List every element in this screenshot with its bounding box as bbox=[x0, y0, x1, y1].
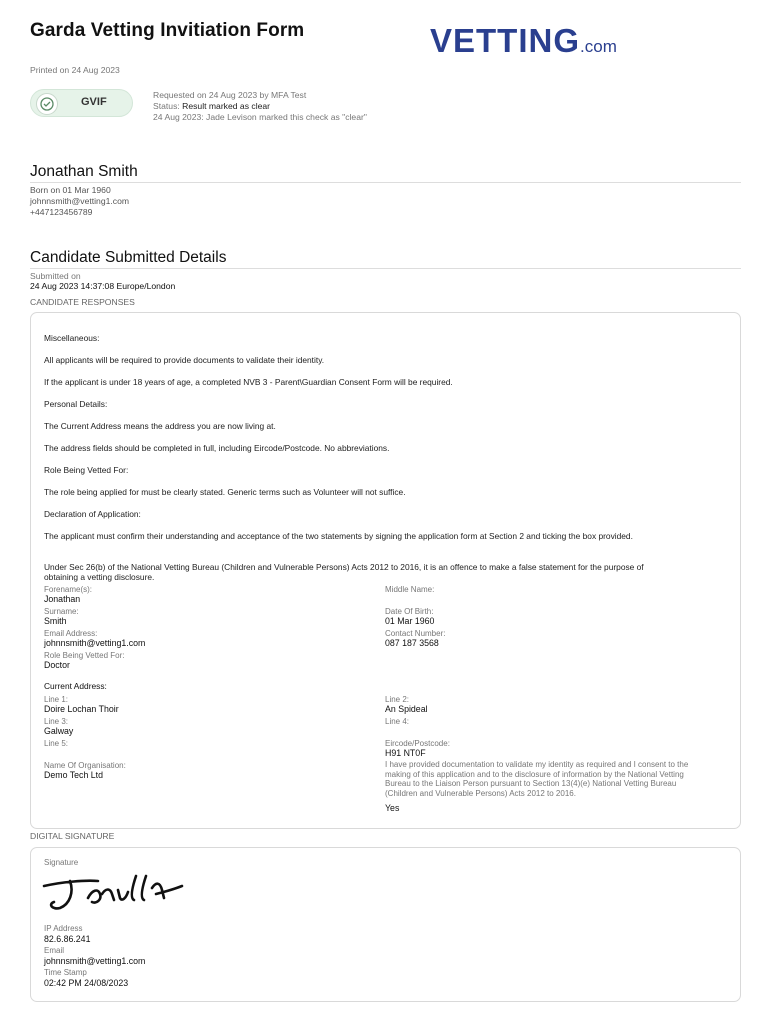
consent-value: Yes bbox=[385, 803, 400, 813]
signature-image bbox=[40, 868, 190, 916]
contact-value: 087 187 3568 bbox=[385, 638, 439, 648]
response-paragraph: The Current Address means the address you are now living at. bbox=[44, 421, 276, 431]
signature-section-label: DIGITAL SIGNATURE bbox=[30, 831, 115, 841]
timestamp-value: 02:42 PM 24/08/2023 bbox=[44, 978, 129, 988]
responses-label: CANDIDATE RESPONSES bbox=[30, 297, 135, 307]
status-history: 24 Aug 2023: Jade Levison marked this check as "clear" bbox=[153, 111, 367, 122]
divider bbox=[30, 268, 741, 269]
status-value: Result marked as clear bbox=[182, 100, 271, 111]
response-paragraph: Personal Details: bbox=[44, 399, 108, 409]
requested-on: Requested on 24 Aug 2023 by MFA Test bbox=[153, 90, 307, 100]
role-label: Role Being Vetted For: bbox=[44, 651, 125, 660]
status-label: Status: bbox=[153, 100, 183, 111]
response-paragraph: If the applicant is under 18 years of age, a completed NVB 3 - Parent\Guardian Consent Form will be required. bbox=[44, 377, 453, 387]
logo-main-text: VETTING bbox=[430, 22, 581, 59]
dob-label: Date Of Birth: bbox=[385, 607, 434, 616]
check-shield-icon bbox=[36, 93, 58, 115]
line3-value: Galway bbox=[44, 726, 74, 736]
email-label: Email Address: bbox=[44, 629, 98, 638]
organisation-value: Demo Tech Ltd bbox=[44, 770, 104, 780]
role-value: Doctor bbox=[44, 660, 70, 670]
divider bbox=[30, 182, 741, 183]
forename-label: Forename(s): bbox=[44, 585, 93, 594]
organisation-label: Name Of Organisation: bbox=[44, 761, 126, 770]
signature-email-value: johnnsmith@vetting1.com bbox=[44, 956, 146, 966]
candidate-phone: +447123456789 bbox=[30, 206, 93, 217]
response-paragraph: The applicant must confirm their understanding and acceptance of the two statements by signing the application form at Section 2 and ticking the box provided. bbox=[44, 531, 633, 541]
middle-name-label: Middle Name: bbox=[385, 585, 435, 594]
response-paragraph: Miscellaneous: bbox=[44, 333, 100, 343]
submitted-heading: Candidate Submitted Details bbox=[30, 249, 227, 266]
check-type-badge bbox=[30, 89, 133, 117]
response-paragraph: All applicants will be required to provide documents to validate their identity. bbox=[44, 355, 325, 365]
response-paragraph: The role being applied for must be clearly stated. Generic terms such as Volunteer will not suffice. bbox=[44, 487, 406, 497]
signature-label: Signature bbox=[44, 858, 79, 867]
line2-value: An Spideal bbox=[385, 704, 428, 714]
line4-label: Line 4: bbox=[385, 717, 410, 726]
eircode-value: H91 NT0F bbox=[385, 748, 426, 758]
response-paragraph: Declaration of Application: bbox=[44, 509, 141, 519]
vetting-logo bbox=[430, 22, 745, 58]
contact-label: Contact Number: bbox=[385, 629, 446, 638]
line1-label: Line 1: bbox=[44, 695, 69, 704]
email-value: johnnsmith@vetting1.com bbox=[44, 638, 146, 648]
consent-label: I have provided documentation to validate my identity as required and I consent to the making of this application and to the disclosure of information by the National Vetting Bureau to the Liaison Person pursuant to Section 13(4)(e) National Vetting Bureau (Children and Vulnerable Persons) Acts 2012 to 2016. bbox=[385, 760, 689, 798]
status-line bbox=[153, 101, 367, 112]
line3-label: Line 3: bbox=[44, 717, 69, 726]
badge-label: GVIF bbox=[81, 96, 107, 108]
timestamp-label: Time Stamp bbox=[44, 968, 87, 977]
request-info bbox=[153, 90, 367, 122]
eircode-label: Eircode/Postcode: bbox=[385, 739, 450, 748]
surname-label: Surname: bbox=[44, 607, 79, 616]
response-paragraph: Under Sec 26(b) of the National Vetting Bureau (Children and Vulnerable Persons) Acts 2012 to 2016, it is an offence to make a false statement for the purpose of obtaining a vetting disclosure. bbox=[44, 562, 644, 582]
candidate-name: Jonathan Smith bbox=[30, 163, 138, 180]
ip-value: 82.6.86.241 bbox=[44, 934, 91, 944]
printed-date: Printed on 24 Aug 2023 bbox=[30, 65, 120, 75]
submitted-label: Submitted on bbox=[30, 271, 81, 281]
logo-suffix-text: .com bbox=[580, 37, 617, 56]
line2-label: Line 2: bbox=[385, 695, 410, 704]
candidate-born: Born on 01 Mar 1960 bbox=[30, 185, 111, 195]
forename-value: Jonathan bbox=[44, 594, 81, 604]
form-title: Garda Vetting Invitiation Form bbox=[30, 20, 305, 41]
dob-value: 01 Mar 1960 bbox=[385, 616, 435, 626]
candidate-email: johnnsmith@vetting1.com bbox=[30, 195, 130, 206]
submitted-value: 24 Aug 2023 14:37:08 Europe/London bbox=[30, 281, 176, 291]
submitted-info bbox=[30, 271, 175, 291]
line1-value: Doire Lochan Thoir bbox=[44, 704, 119, 714]
signature-email-label: Email bbox=[44, 946, 65, 955]
response-paragraph: The address fields should be completed in full, including Eircode/Postcode. No abbreviations. bbox=[44, 443, 390, 453]
surname-value: Smith bbox=[44, 616, 67, 626]
response-paragraph: Role Being Vetted For: bbox=[44, 465, 129, 475]
line5-label: Line 5: bbox=[44, 739, 69, 748]
ip-label: IP Address bbox=[44, 924, 83, 933]
candidate-details bbox=[30, 185, 129, 217]
address-heading: Current Address: bbox=[44, 681, 107, 691]
